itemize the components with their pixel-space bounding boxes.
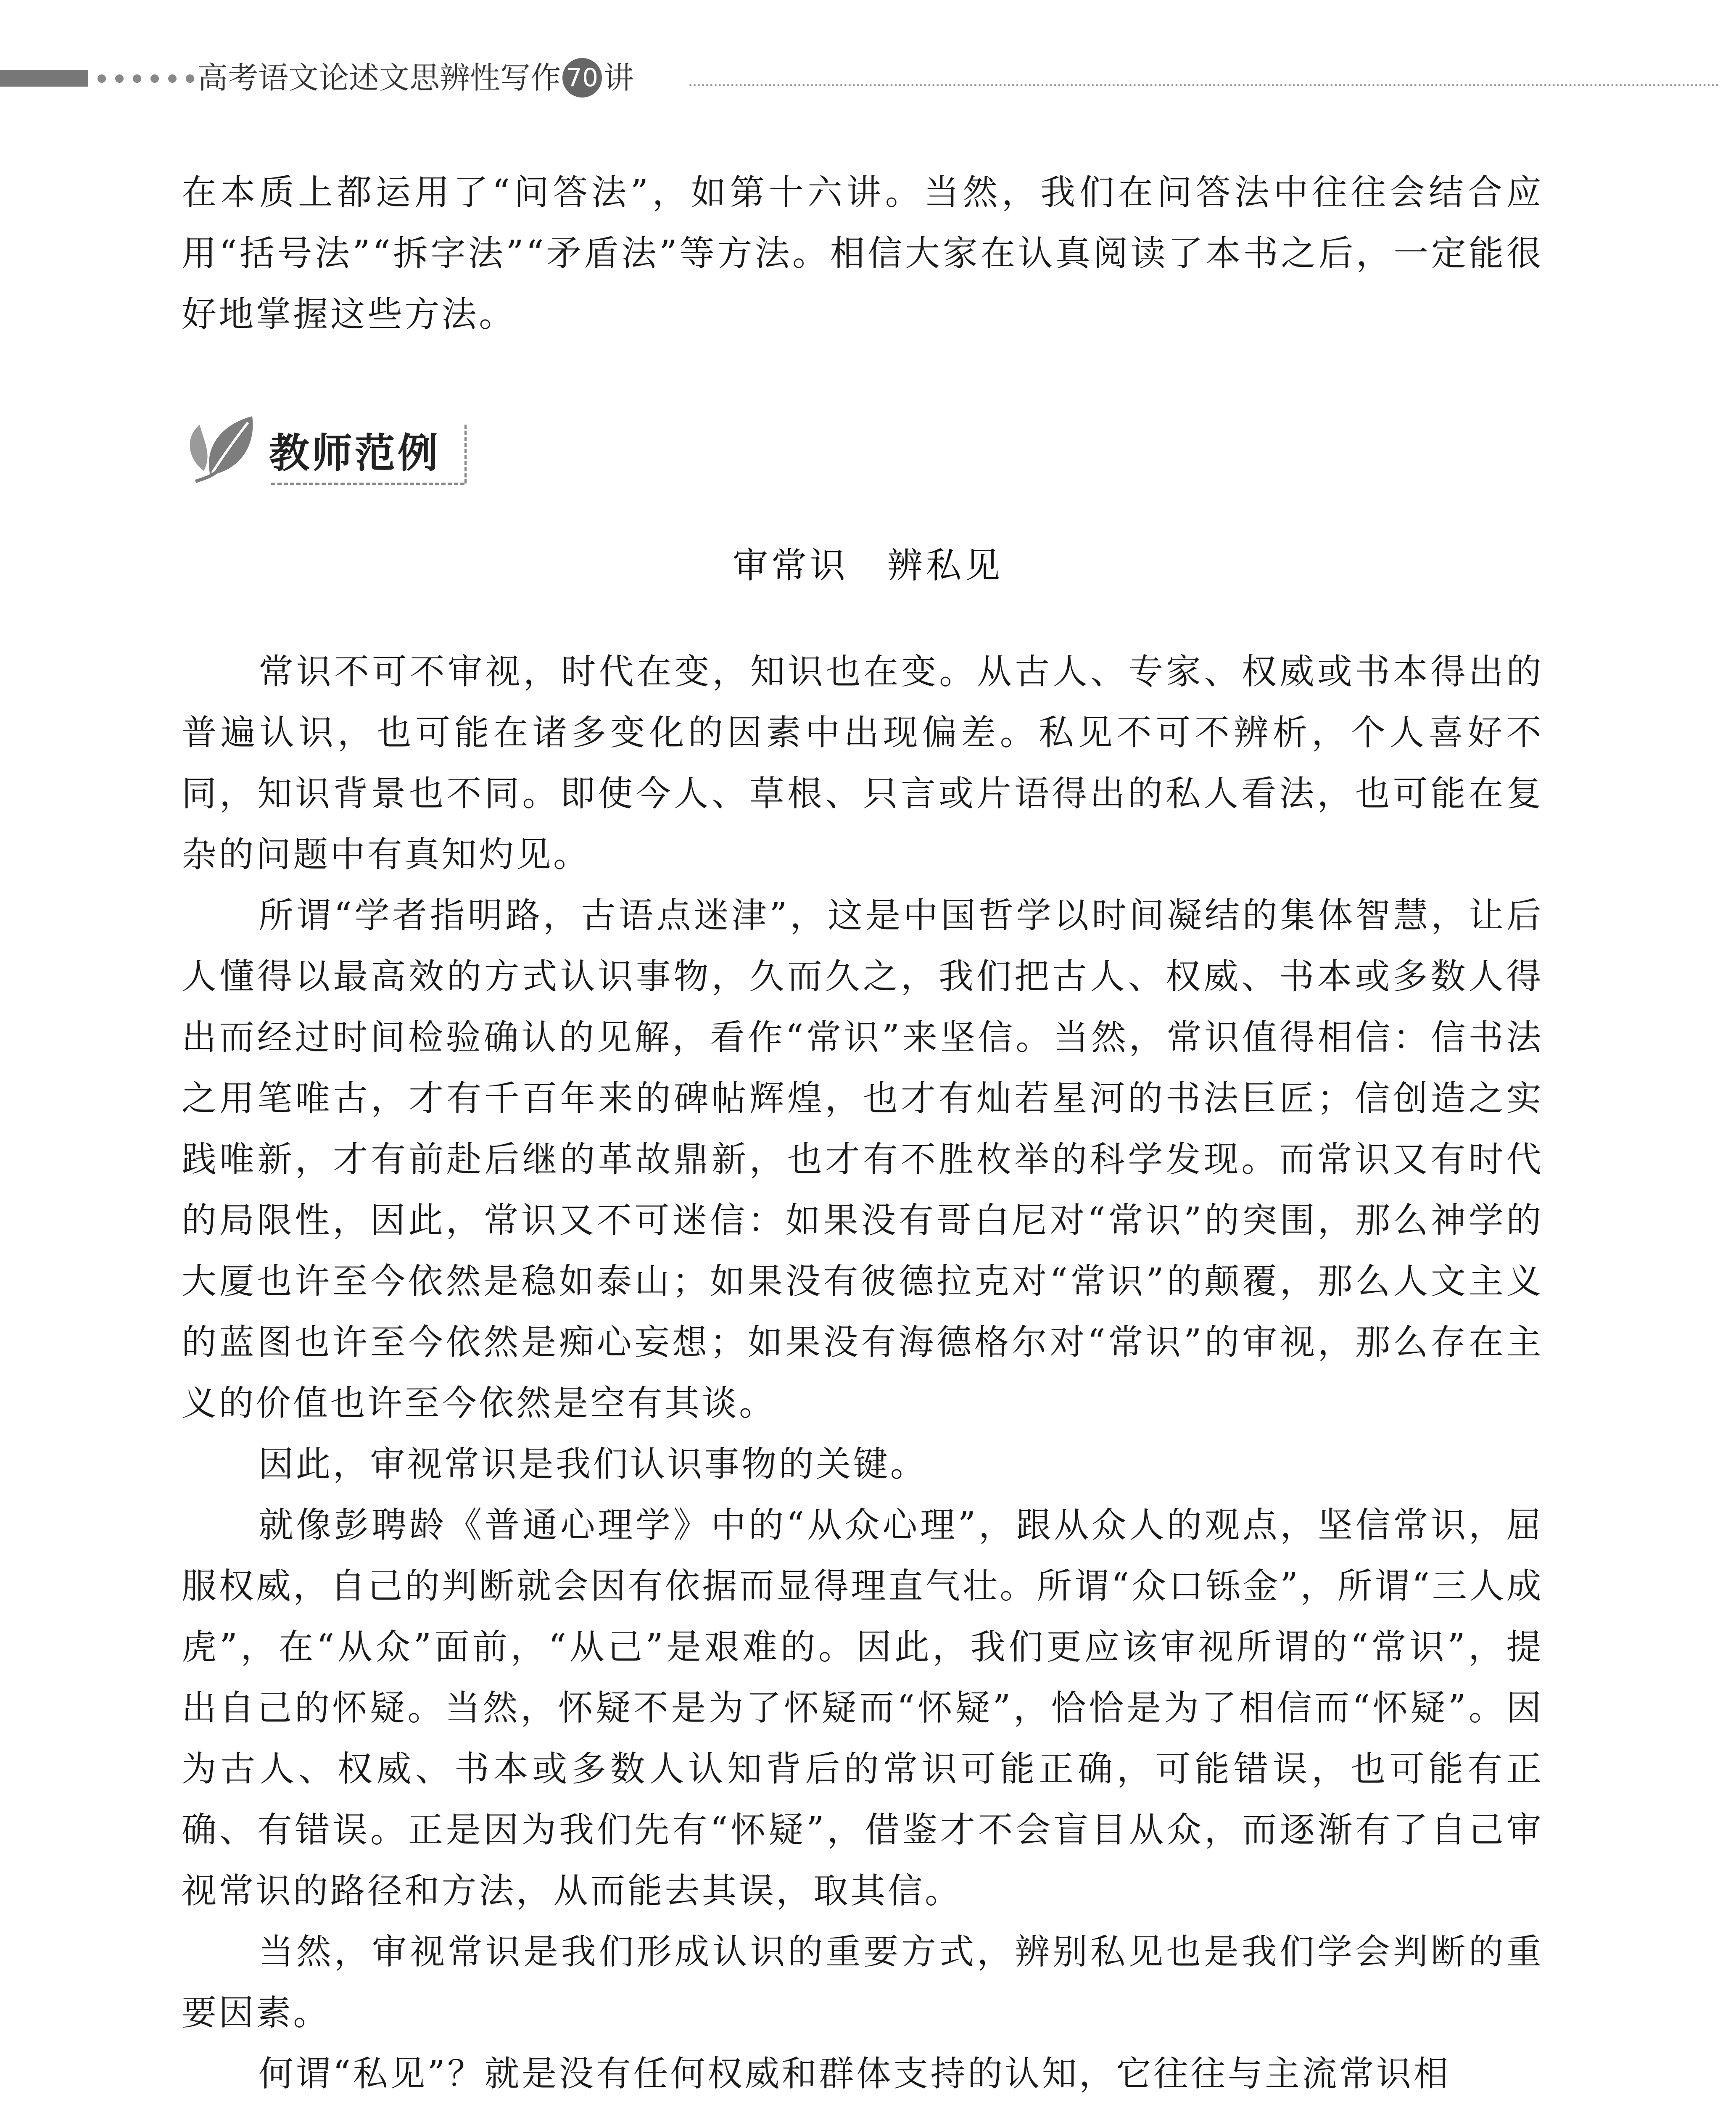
article-paragraph: 常识不可不审视，时代在变，知识也在变。从古人、专家、权威或书本得出的普遍认识，也可能在诸多变化的因素中出现偏差。私见不可不辨析，个人喜好不同，知识背景也不同。即使今人、草根、只言或片语得出的私人看法，也可能在复杂的问题中有真知灼见。 xyxy=(182,651,1543,875)
article-paragraph: 就像彭聘龄《普通心理学》中的“从众心理”，跟从众人的观点，坚信常识，屈服权威，自己的判断就会因有依据而显得理直气壮。所谓“众口铄金”，所谓“三人成虎”，在“从众”面前，“从己”是艰难的。因此，我们更应该审视所谓的“常识”，提出自己的怀疑。当然，怀疑不是为了怀疑而“怀疑”，恰恰是为了相信而“怀疑”。因为古人、权威、书本或多数人认知背后的常识可能正确，可能错误，也可能有正确、有错误。正是因为我们先有“怀疑”，借鉴才不会盲目从众，而逐渐有了自己审视常识的路径和方法，从而能去其误，取其信。 xyxy=(182,1505,1543,1911)
article-paragraph: 何谓“私见”？就是没有任何权威和群体支持的认知，它往往与主流常识相 xyxy=(259,2053,1451,2094)
header-title-text: 高考语文论述文思辨性写作 xyxy=(198,60,561,95)
article-body xyxy=(182,641,1543,2102)
intro-block xyxy=(182,162,1543,345)
section-dashed-bracket xyxy=(464,425,467,483)
header-dotted-rule xyxy=(689,84,1719,86)
article-paragraph: 当然，审视常识是我们形成认识的重要方式，辨别私见也是我们学会判断的重要因素。 xyxy=(182,1931,1543,2033)
header-badge: 70 xyxy=(562,58,602,98)
header-bar xyxy=(0,70,88,87)
intro-paragraph: 在本质上都运用了“问答法”，如第十六讲。当然，我们在问答法中往往会结合应用“括号法”“拆字法”“矛盾法”等方法。相信大家在认真阅读了本书之后，一定能很好地掌握这些方法。 xyxy=(182,172,1543,335)
section-dashed-underline xyxy=(271,483,464,485)
leaf-icon xyxy=(179,408,263,492)
article-title: 审常识 辨私见 xyxy=(732,545,1003,586)
section-tag xyxy=(179,395,485,500)
header-title-suffix: 讲 xyxy=(604,60,634,95)
header-dots xyxy=(98,68,194,89)
article-paragraph: 所谓“学者指明路，古语点迷津”，这是中国哲学以时间凝结的集体智慧，让后人懂得以最高效的方式认识事物，久而久之，我们把古人、权威、书本或多数人得出而经过时间检验确认的见解，看作“常识”来坚信。当然，常识值得相信：信书法之用笔唯古，才有千百年来的碑帖辉煌，也才有灿若星河的书法巨匠；信创造之实践唯新，才有前赴后继的革故鼎新，也才有不胜枚举的科学发现。而常识又有时代的局限性，因此，常识又不可迷信：如果没有哥白尼对“常识”的突围，那么神学的大厦也许至今依然是稳如泰山；如果没有彼德拉克对“常识”的颠覆，那么人文主义的蓝图也许至今依然是痴心妄想；如果没有海德格尔对“常识”的审视，那么存在主义的价值也许至今依然是空有其谈。 xyxy=(182,895,1543,1423)
running-header-title xyxy=(198,59,634,97)
section-label: 教师范例 xyxy=(269,429,441,477)
article-paragraph: 因此，审视常识是我们认识事物的关键。 xyxy=(259,1444,928,1484)
